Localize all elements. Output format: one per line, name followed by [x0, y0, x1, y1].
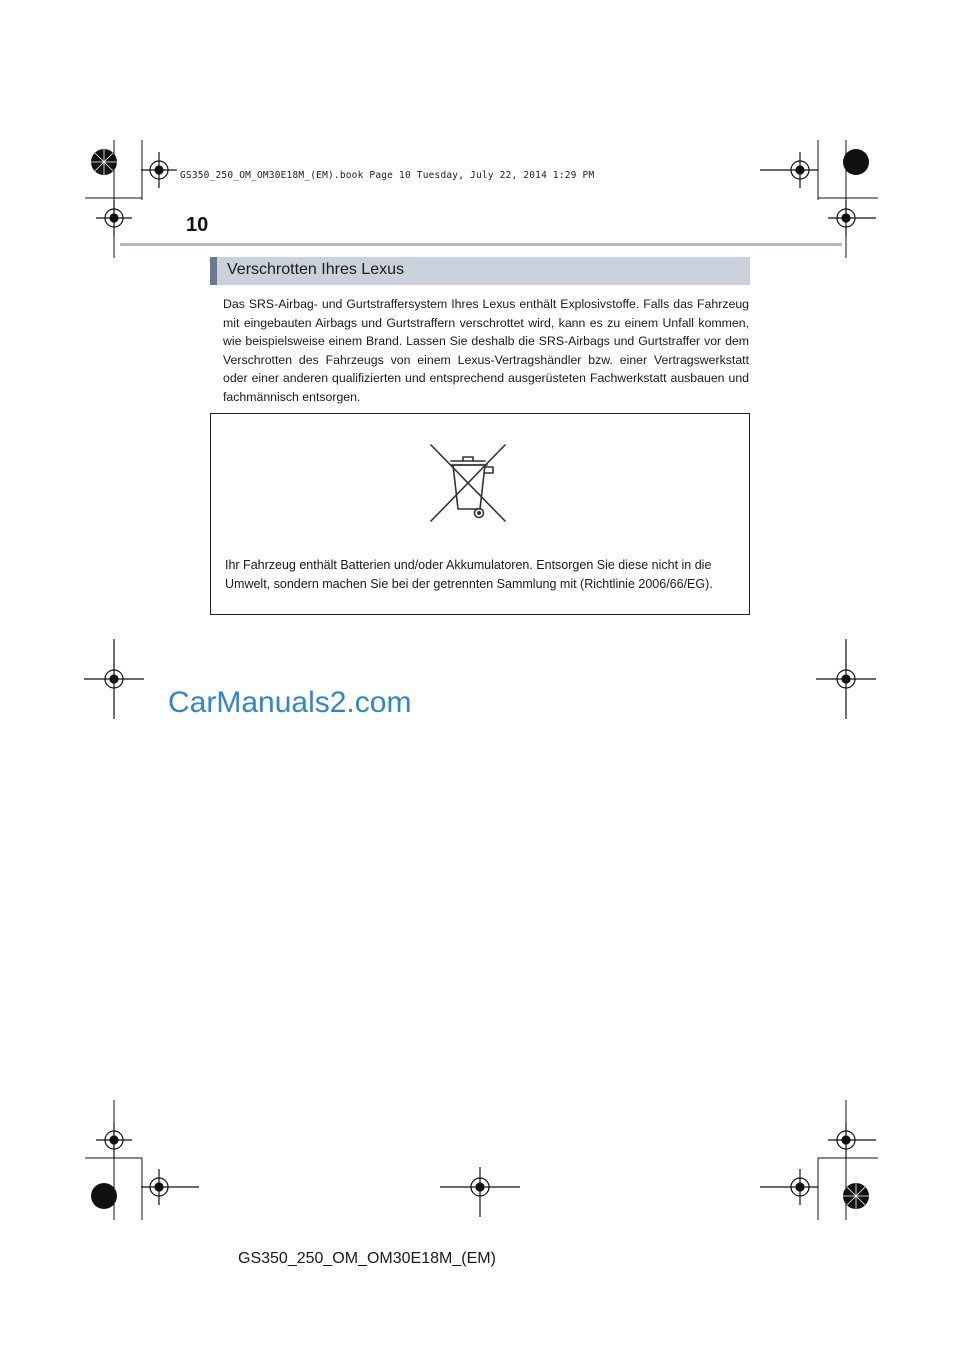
- header-rule: [120, 243, 842, 246]
- section-title: Verschrotten Ihres Lexus: [227, 261, 404, 278]
- section-header: [210, 257, 750, 285]
- crossed-out-wheelie-bin-icon: [427, 441, 509, 525]
- watermark-logo: CarManuals2.com: [168, 686, 412, 719]
- battery-disposal-text: Ihr Fahrzeug enthält Batterien und/oder Akkumulatoren. Entsorgen Sie diese nicht in die Umwelt, sondern machen Sie bei der getrennten Sammlung mit (Richtlinie 2006/66/EG).: [225, 558, 713, 591]
- page-number: 10: [186, 214, 209, 236]
- print-slug-line: GS350_250_OM_OM30E18M_(EM).book Page 10 Tuesday, July 22, 2014 1:29 PM: [180, 170, 595, 181]
- footer-document-code: GS350_250_OM_OM30E18M_(EM): [238, 1250, 496, 1267]
- battery-disposal-info-box: [210, 413, 750, 615]
- body-paragraph: Das SRS-Airbag- und Gurtstraffersystem Ihres Lexus enthält Explosivstoffe. Falls das Fahrzeug mit eingebauten Airbags und Gurtstraffern verschrottet wird, kann es zu einem Unfall kommen, wie beispielsweise einem Brand. Lassen Sie deshalb die SRS-Airbags und Gurtstraffer vor dem Verschrotten des Fahrzeugs von einem Lexus-Vertragshändler bzw. einer Vertragswerkstatt oder einer anderen qualifizierten und entsprechend ausgerüsteten Fachwerkstatt ausbauen und fachmännisch entsorgen.: [223, 297, 749, 404]
